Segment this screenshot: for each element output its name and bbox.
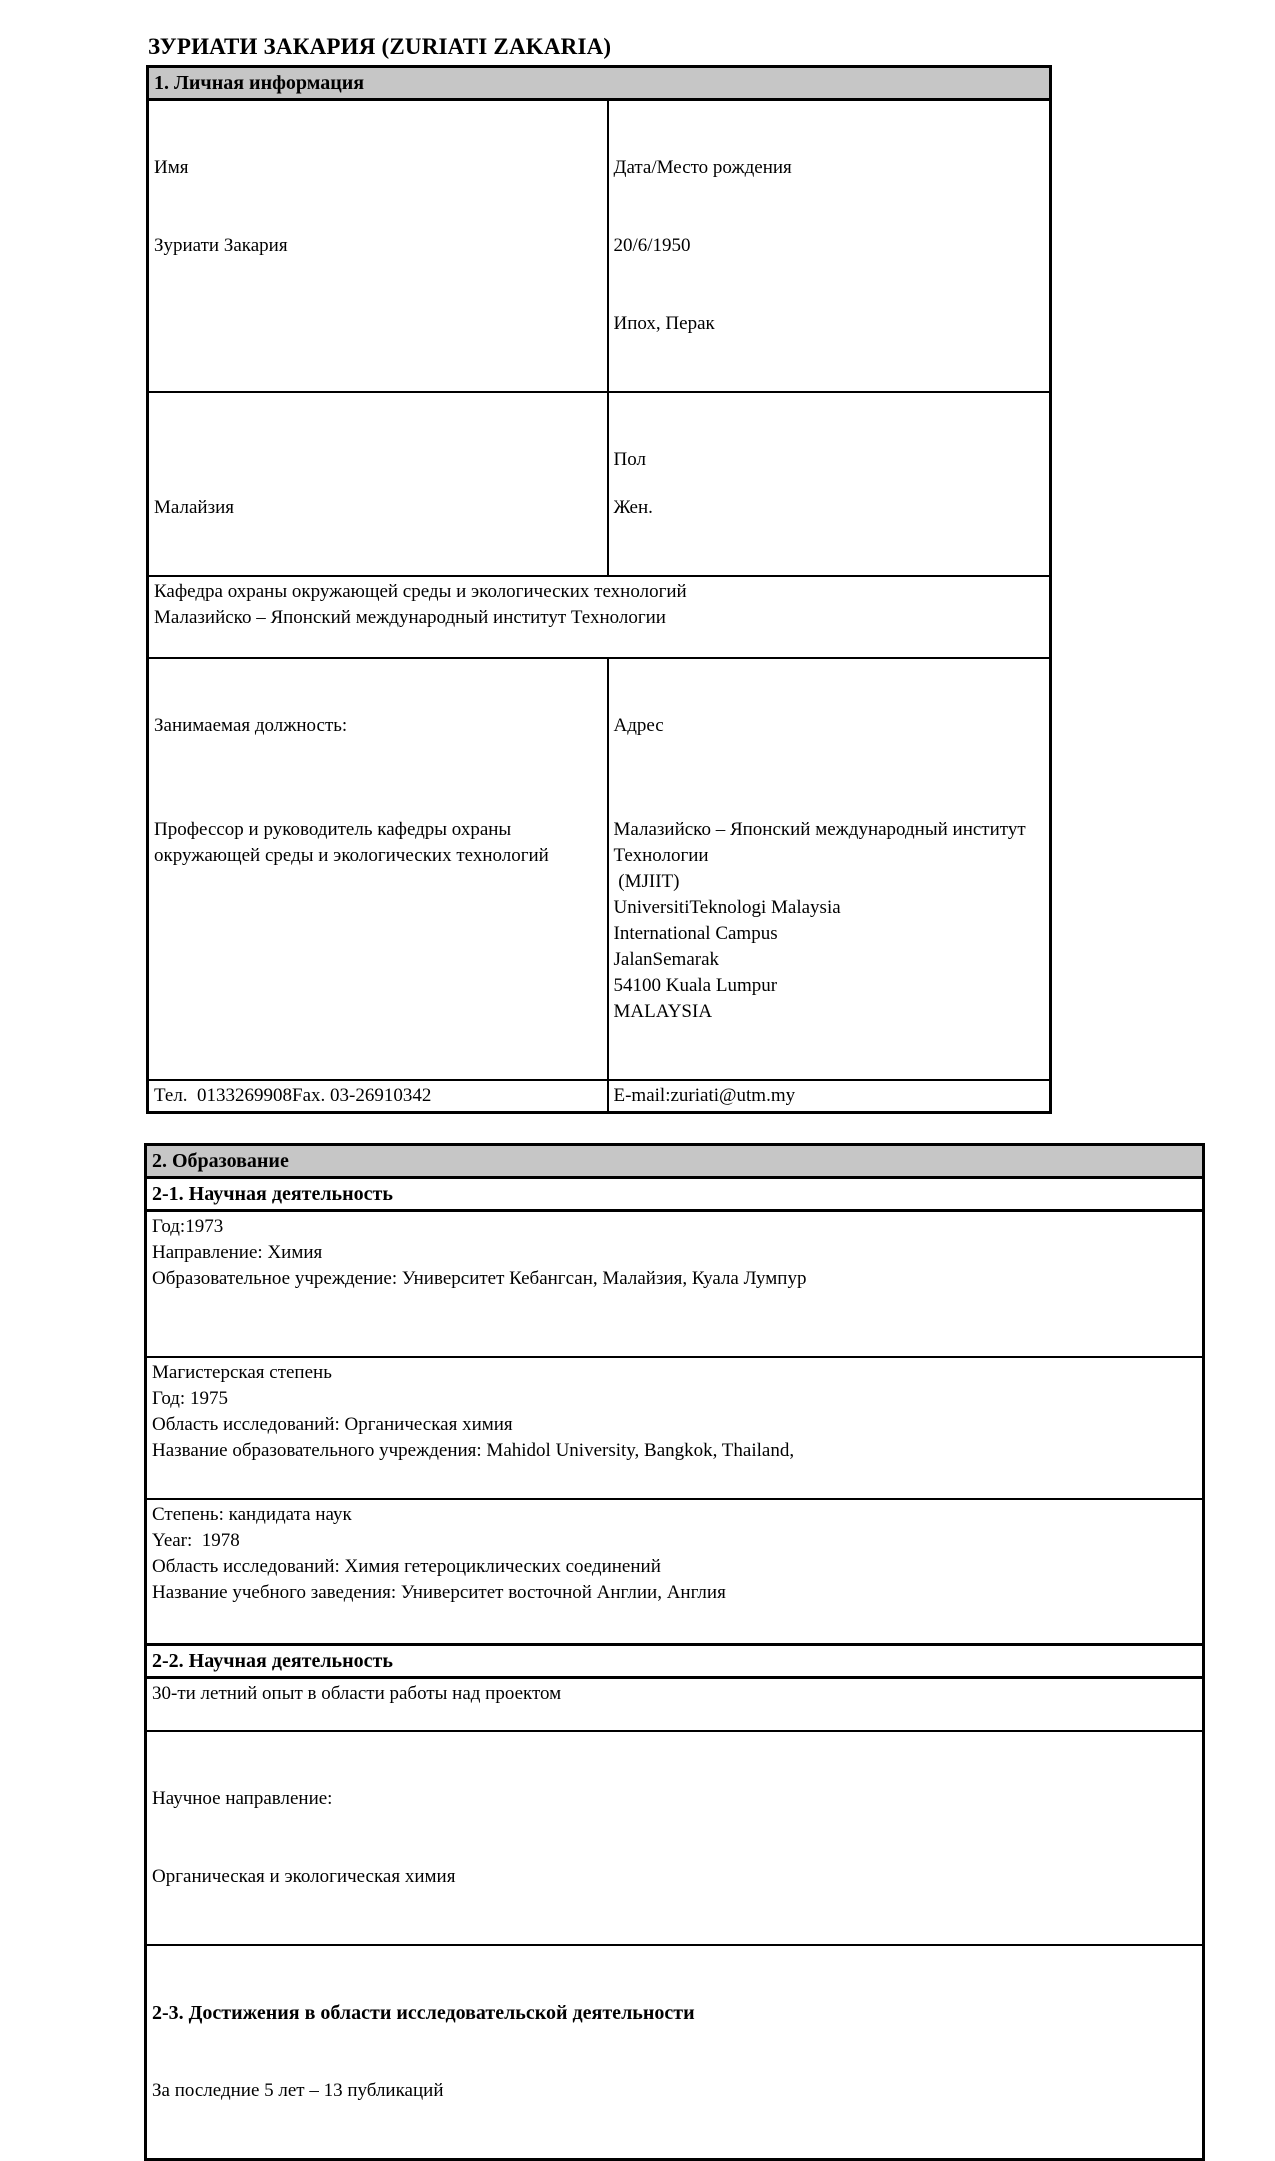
section-header-personal: 1. Личная информация [148,67,1051,100]
personal-header-row [148,67,1051,100]
gender-content [614,447,1045,521]
country-value: Малайзия [154,497,234,518]
degree3-cell: Степень: кандидата наук Year: 1978 Область исследований: Химия гетероциклических соединений Название учебного заведения: Университет восточной Англии, Англия [146,1499,1204,1645]
birth-place: Ипох, Перак [613,313,715,334]
address-lines: Малазийско – Японский международный институт Технологии (MJIIT) UniversitiTeknologi Malaysia International Campus JalanSemarak 54100 Kuala Lumpur MALAYSIA [613,819,1031,1022]
education-table [144,1143,1205,2161]
gender-value: Жен. [613,497,653,518]
position-label: Занимаемая должность: [154,715,348,736]
table-row [148,576,1051,658]
table-row [146,1678,1204,1731]
table-row [146,1645,1204,1678]
subsection-header-2-1: 2-1. Научная деятельность [146,1178,1204,1211]
gender-label: Пол [613,449,646,470]
position-value: Профессор и руководитель кафедры охраны окружающей среды и экологических технологий [154,819,549,866]
research-value: Органическая и экологическая химия [152,1865,456,1887]
table-row [148,658,1051,1080]
birth-cell [608,100,1051,393]
gender-cell [608,392,1051,576]
document-title: ЗУРИАТИ ЗАКАРИЯ (ZURIATI ZAKARIA) [148,34,612,59]
degree2-cell: Магистерская степень Год: 1975 Область исследований: Органическая химия Название образовательного учреждения: Mahidol University, Bangkok, Thailand, [146,1357,1204,1499]
degree1-cell: Год:1973 Направление: Химия Образовательное учреждение: Университет Кебангсан, Малайзия, Куала Лумпур [146,1211,1204,1357]
table-row [146,1178,1204,1211]
table-row [148,100,1051,393]
subsection-header-2-3: 2-3. Достижения в области исследовательской деятельности [152,2001,695,2024]
personal-info-table [146,65,1052,1114]
address-label: Адрес [613,715,664,736]
position-cell [148,658,608,1080]
achievements-cell [146,1945,1204,2160]
birth-label: Дата/Место рождения [613,157,792,178]
experience-cell: 30-ти летний опыт в области работы над проектом [146,1678,1204,1731]
country-cell [148,392,608,576]
phone-cell: Тел. 0133269908Fax. 03-26910342 [148,1080,608,1113]
subsection-header-2-2: 2-2. Научная деятельность [146,1645,1204,1678]
name-value: Зуриати Закария [154,235,288,256]
table-row [146,1211,1204,1357]
name-label: Имя [154,157,189,178]
research-cell [146,1731,1204,1945]
research-label: Научное направление: [152,1787,333,1809]
table-row [146,1357,1204,1499]
education-header-row [146,1145,1204,1178]
department-cell: Кафедра охраны окружающей среды и экологических технологий Малазийско – Японский международный институт Технологии [148,576,1051,658]
birth-date: 20/6/1950 [613,235,691,256]
table-row [148,1080,1051,1113]
achievements-text: За последние 5 лет – 13 публикаций [152,2079,444,2101]
address-cell [608,658,1051,1080]
table-row [146,1945,1204,2160]
email-cell: E-mail:zuriati@utm.my [608,1080,1051,1113]
section-header-education: 2. Образование [146,1145,1204,1178]
table-row [146,1499,1204,1645]
table-row [146,1731,1204,1945]
name-cell [148,100,608,393]
table-row [148,392,1051,576]
